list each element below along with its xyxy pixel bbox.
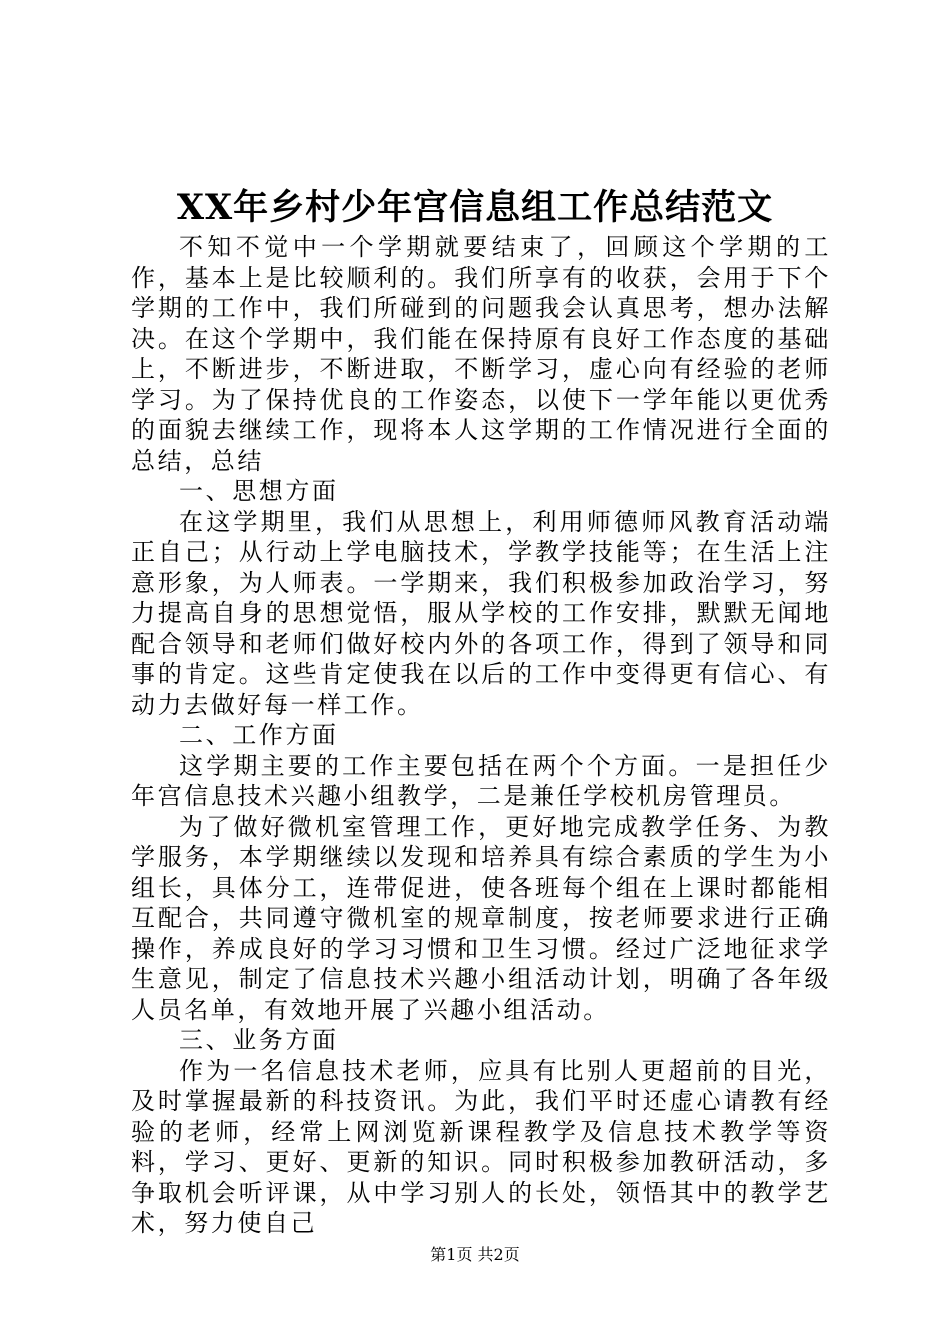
section-paragraph: 为了做好微机室管理工作，更好地完成教学任务、为教学服务，本学期继续以发现和培养具有综合素质的学生为小组长，具体分工，连带促进，使各班每个组在上课时都能相互配合，共同遵守微机室的规章制度，按老师要求进行正确操作，养成良好的学习习惯和卫生习惯。经过广泛地征求学生意见，制定了信息技术兴趣小组活动计划，明确了各年级人员名单，有效地开展了兴趣小组活动。 (131, 812, 831, 1024)
section-heading-business: 三、业务方面 (179, 1026, 339, 1054)
section-paragraph: 这学期主要的工作主要包括在两个个方面。一是担任少年宫信息技术兴趣小组教学，二是兼任学校机房管理员。 (131, 751, 831, 810)
document-body (131, 232, 831, 1239)
page-number-footer: 第1页 共2页 (430, 1245, 520, 1264)
intro-paragraph: 不知不觉中一个学期就要结束了，回顾这个学期的工作，基本上是比较顺利的。我们所享有的收获，会用于下个学期的工作中，我们所碰到的问题我会认真思考，想办法解决。在这个学期中，我们能在保持原有良好工作态度的基础上，不断进步，不断进取，不断学习，虚心向有经验的老师学习。为了保持优良的工作姿态，以使下一学年能以更优秀的面貌去继续工作，现将本人这学期的工作情况进行全面的总结，总结 (131, 233, 831, 475)
document-title: XX年乡村少年宫信息组工作总结范文 (176, 187, 774, 228)
section-heading-work: 二、工作方面 (179, 721, 339, 749)
section-paragraph: 作为一名信息技术老师，应具有比别人更超前的目光，及时掌握最新的科技资讯。为此，我们平时还虚心请教有经验的老师，经常上网浏览新课程教学及信息技术教学等资料，学习、更好、更新的知识。同时积极参加教研活动，多争取机会听评课，从中学习别人的长处，领悟其中的教学艺术，努力使自己 (131, 1056, 831, 1237)
section-heading-thought: 一、思想方面 (179, 477, 339, 505)
section-paragraph: 在这学期里，我们从思想上，利用师德师风教育活动端正自己；从行动上学电脑技术，学教学技能等；在生活上注意形象，为人师表。一学期来，我们积极参加政治学习，努力提高自身的思想觉悟，服从学校的工作安排，默默无闻地配合领导和老师们做好校内外的各项工作，得到了领导和同事的肯定。这些肯定使我在以后的工作中变得更有信心、有动力去做好每一样工作。 (131, 507, 831, 719)
